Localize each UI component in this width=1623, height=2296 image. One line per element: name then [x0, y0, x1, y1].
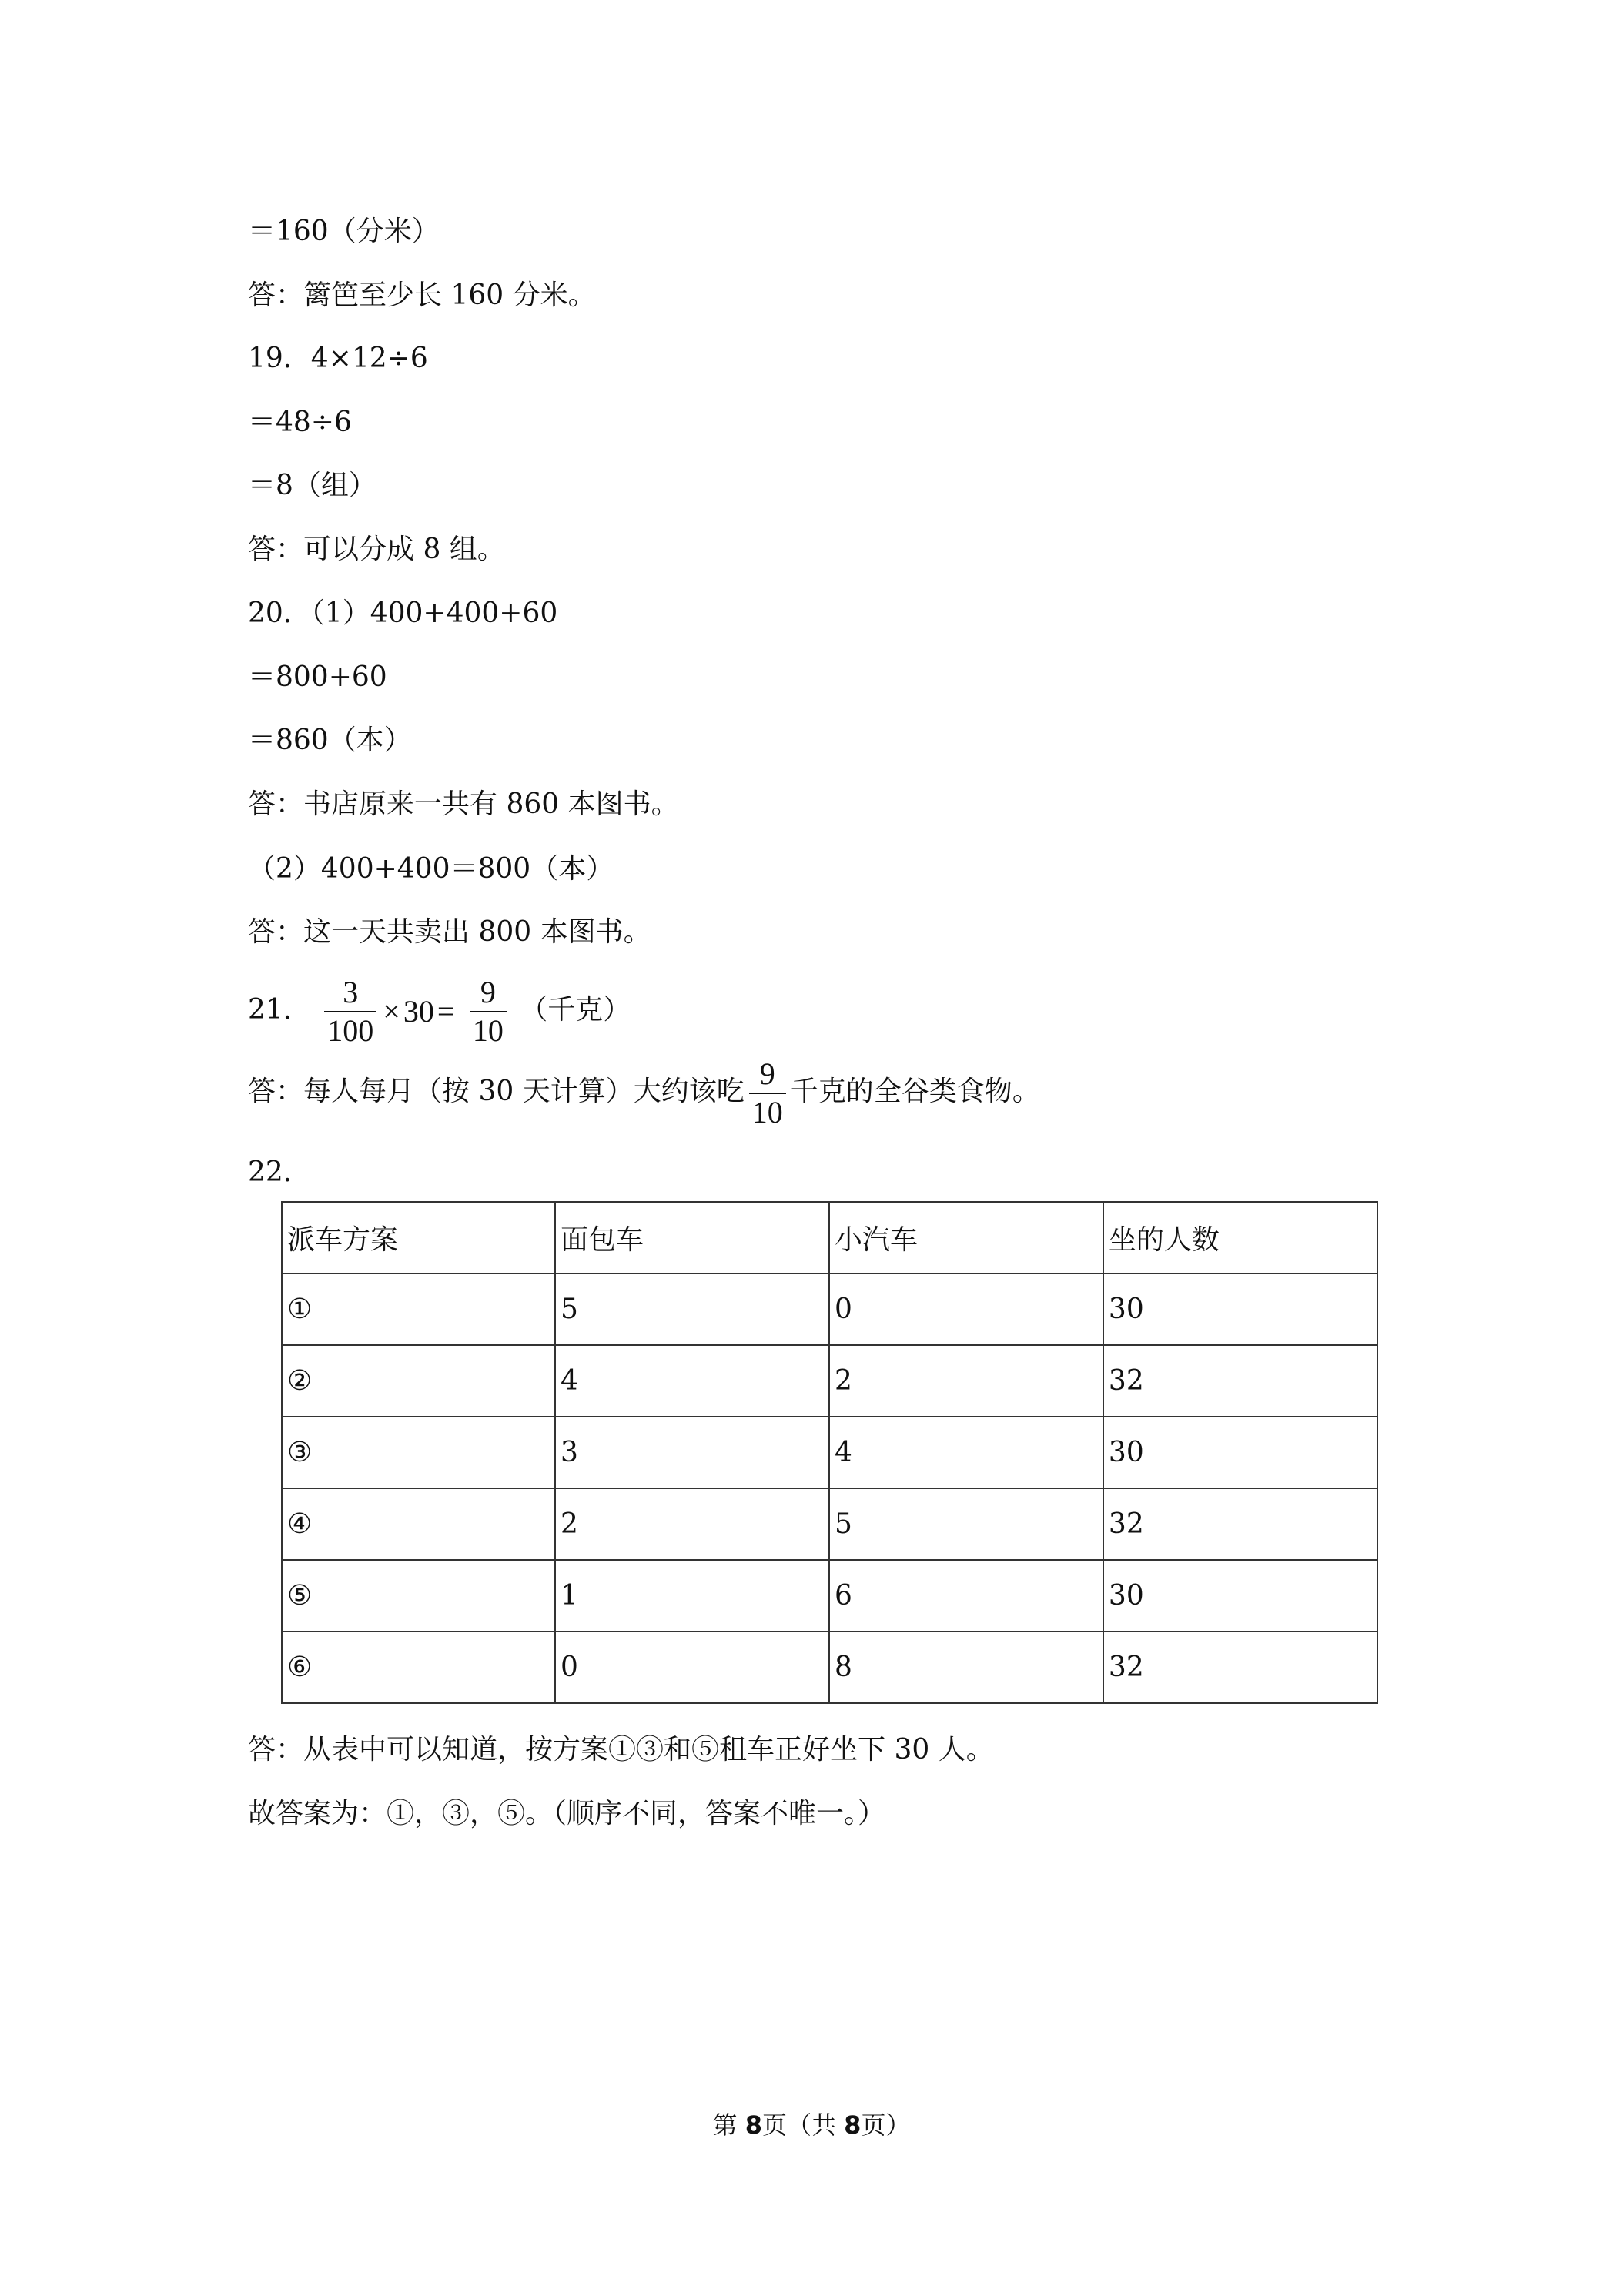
- footer-text: 第: [712, 2110, 745, 2140]
- table-cell: ⑥: [282, 1632, 555, 1703]
- text-line: 答：篱笆至少长 160 分米。: [248, 279, 596, 311]
- table-cell: 32: [1103, 1345, 1377, 1417]
- table-cell: 32: [1103, 1632, 1377, 1703]
- table-cell: 2: [555, 1488, 829, 1560]
- text-line: 答：这一天共卖出 800 本图书。: [248, 916, 651, 948]
- table-cell: 5: [555, 1274, 829, 1345]
- fraction-numerator: 3: [324, 976, 376, 1012]
- text-line: 答：书店原来一共有 860 本图书。: [248, 788, 679, 820]
- table-header-cell: 小汽车: [829, 1202, 1103, 1274]
- table-cell: 8: [829, 1632, 1103, 1703]
- text-line: ＝160（分米）: [248, 216, 440, 247]
- table-cell: ③: [282, 1417, 555, 1488]
- fraction-numerator: 9: [749, 1057, 786, 1094]
- fraction-denominator: 10: [751, 1095, 783, 1130]
- table-cell: ④: [282, 1488, 555, 1560]
- fraction: [749, 1057, 786, 1130]
- fraction-denominator: 100: [327, 1013, 374, 1048]
- table-row: [282, 1417, 1377, 1488]
- page-footer: [0, 2108, 1623, 2142]
- text-line: ＝860（本）: [248, 725, 412, 756]
- table-cell: 30: [1103, 1274, 1377, 1345]
- unit-label: （千克）: [520, 994, 631, 1026]
- footer-text: 页（共: [761, 2110, 845, 2140]
- table-cell: 5: [829, 1488, 1103, 1560]
- table-cell: 32: [1103, 1488, 1377, 1560]
- table-cell: ②: [282, 1345, 555, 1417]
- table-cell: 30: [1103, 1417, 1377, 1488]
- table-row: [282, 1274, 1377, 1345]
- table-row: [282, 1345, 1377, 1417]
- equals-sign: =: [437, 994, 455, 1029]
- text-line: ＝8（组）: [248, 470, 376, 501]
- table-row: [282, 1560, 1377, 1632]
- answer-text: 千克的全谷类食物。: [790, 1076, 1040, 1107]
- table-row: [282, 1488, 1377, 1560]
- table-header-cell: 派车方案: [282, 1202, 555, 1274]
- table-header-cell: 面包车: [555, 1202, 829, 1274]
- footer-text: 页）: [861, 2110, 911, 2140]
- table-cell: 3: [555, 1417, 829, 1488]
- fraction-numerator: 9: [470, 976, 507, 1012]
- table-cell: ⑤: [282, 1560, 555, 1632]
- answer-text: 答：每人每月（按 30 天计算）大约该吃: [248, 1076, 745, 1107]
- plan-table: [281, 1201, 1378, 1704]
- text-line: 20．（1）400+400+60: [248, 597, 558, 629]
- q21-number: 21．: [248, 994, 311, 1026]
- text-line: 答：可以分成 8 组。: [248, 534, 505, 565]
- q21-equation: [248, 972, 631, 1050]
- factor: 30: [403, 994, 434, 1029]
- fraction: [470, 976, 507, 1048]
- fraction: [324, 976, 376, 1048]
- table-header-row: [282, 1202, 1377, 1274]
- q22-answer: 答：从表中可以知道，按方案①③和⑤租车正好坐下 30 人。: [248, 1734, 994, 1766]
- total-page-number: 8: [844, 2110, 862, 2140]
- q21-answer: [248, 1053, 1040, 1130]
- text-line: ＝800+60: [248, 661, 387, 693]
- table-cell: 2: [829, 1345, 1103, 1417]
- q22-number: 22．: [248, 1156, 311, 1188]
- table-cell: 6: [829, 1560, 1103, 1632]
- text-line: （2）400+400＝800（本）: [248, 853, 614, 885]
- current-page-number: 8: [745, 2110, 762, 2140]
- table-header-cell: 坐的人数: [1103, 1202, 1377, 1274]
- fraction-denominator: 10: [472, 1013, 504, 1048]
- text-line: ＝48÷6: [248, 407, 352, 438]
- table-cell: 0: [555, 1632, 829, 1703]
- q22-final-answer: 故答案为：①，③，⑤。（顺序不同，答案不唯一。）: [248, 1798, 886, 1829]
- table-row: [282, 1632, 1377, 1703]
- table-cell: 1: [555, 1560, 829, 1632]
- table-cell: 0: [829, 1274, 1103, 1345]
- table-cell: 30: [1103, 1560, 1377, 1632]
- table-cell: ①: [282, 1274, 555, 1345]
- table-cell: 4: [829, 1417, 1103, 1488]
- text-line: 19．4×12÷6: [248, 343, 428, 374]
- times-sign: ×: [383, 994, 400, 1029]
- table-cell: 4: [555, 1345, 829, 1417]
